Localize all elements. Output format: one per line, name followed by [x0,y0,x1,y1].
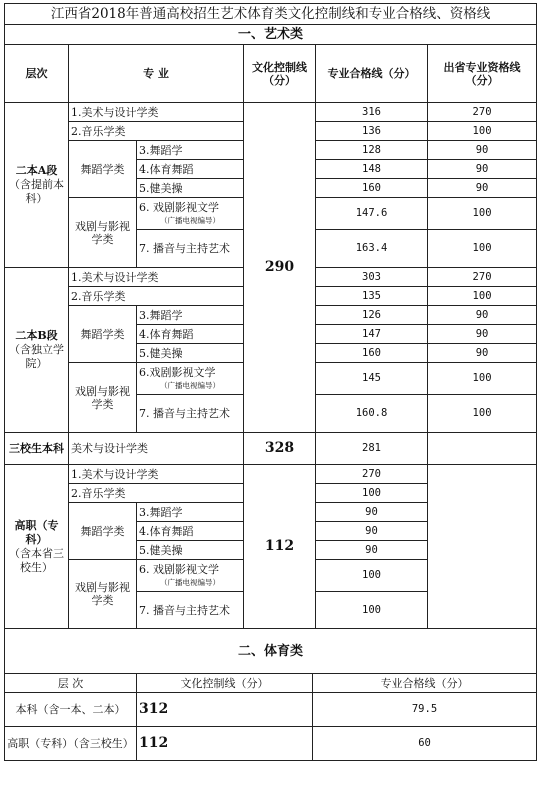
sports-level-undergrad: 本科（含一本、二本） [5,693,137,727]
sports-header-culture: 文化控制线（分） [137,674,313,693]
outside-value: 270 [428,268,537,287]
qualify-value: 148 [316,160,428,179]
sports-section-title: 二、体育类 [5,629,537,674]
level-voc-name: 高职（专科） [14,518,59,546]
level-three-schools: 三校生本科 [5,433,69,465]
score-line-document [4,3,536,803]
qualify-value: 160.8 [316,395,428,433]
level-b-note: （含独立学院） [9,343,64,370]
outside-value: 100 [428,230,537,268]
qualify-value: 145 [316,363,428,395]
group-drama: 戏剧与影视学类 [69,363,137,433]
major-cell: 2.音乐学类 [69,484,244,503]
header-level: 层次 [5,45,69,103]
major-cell: 3.舞蹈学 [137,141,244,160]
qualify-value: 90 [316,522,428,541]
sports-level-vocational: 高职（专科）（含三校生） [5,727,137,761]
group-dance: 舞蹈学类 [69,503,137,560]
group-dance: 舞蹈学类 [69,141,137,198]
level-a-note: （含提前本科） [9,178,64,205]
sports-culture-vocational: 112 [137,727,313,761]
outside-value: 100 [428,122,537,141]
qualify-value: 90 [316,503,428,522]
major-cell: 美术与设计学类 [69,433,244,465]
culture-line-voc: 112 [244,465,316,629]
major-cell: 1.美术与设计学类 [69,465,244,484]
header-qualify-line: 专业合格线（分） [316,45,428,103]
group-dance: 舞蹈学类 [69,306,137,363]
major-cell: 5.健美操 [137,344,244,363]
qualify-value: 270 [316,465,428,484]
header-major: 专 业 [69,45,244,103]
level-a-name: 二本A段 [15,164,58,177]
outside-value: 90 [428,160,537,179]
header-outside-line: 出省专业资格线（分） [428,45,537,103]
major-cell: 3.舞蹈学 [137,306,244,325]
major-cell: 7. 播音与主持艺术 [137,592,244,629]
major-label: 6.戏剧影视文学 [139,365,216,379]
outside-value-empty [428,465,537,629]
major-cell [137,363,244,395]
qualify-value: 281 [316,433,428,465]
qualify-value: 100 [316,560,428,592]
qualify-value: 135 [316,287,428,306]
group-drama: 戏剧与影视学类 [69,560,137,629]
qualify-value: 100 [316,592,428,629]
qualify-value: 147.6 [316,198,428,230]
outside-value: 90 [428,344,537,363]
major-cell [137,560,244,592]
qualify-value: 100 [316,484,428,503]
level-voc-cell [5,465,69,629]
major-cell: 4.体育舞蹈 [137,325,244,344]
level-b-cell [5,268,69,433]
sports-qualify-vocational: 60 [313,727,537,761]
level-b-name: 二本B段 [15,329,58,342]
level-a-cell [5,103,69,268]
outside-value: 100 [428,287,537,306]
qualify-value: 316 [316,103,428,122]
major-cell: 5.健美操 [137,541,244,560]
art-section-title: 一、艺术类 [5,25,537,45]
major-cell: 2.音乐学类 [69,122,244,141]
major-cell: 7. 播音与主持艺术 [137,395,244,433]
document-title: 江西省2018年普通高校招生艺术体育类文化控制线和专业合格线、资格线 [5,4,537,25]
qualify-value: 90 [316,541,428,560]
qualify-value: 126 [316,306,428,325]
major-cell: 1.美术与设计学类 [69,103,244,122]
major-sublabel: （广播电视编导） [160,577,220,587]
outside-value: 100 [428,198,537,230]
qualify-value: 303 [316,268,428,287]
outside-value: 270 [428,103,537,122]
major-cell: 5.健美操 [137,179,244,198]
outside-value: 100 [428,395,537,433]
major-label: 6. 戏剧影视文学 [139,200,219,214]
major-cell: 3.舞蹈学 [137,503,244,522]
sports-culture-undergrad: 312 [137,693,313,727]
qualify-value: 160 [316,179,428,198]
art-table [4,3,537,629]
major-cell: 2.音乐学类 [69,287,244,306]
qualify-value: 136 [316,122,428,141]
qualify-value: 147 [316,325,428,344]
qualify-value: 160 [316,344,428,363]
culture-line-ab: 290 [244,103,316,433]
outside-value [428,433,537,465]
major-cell: 4.体育舞蹈 [137,522,244,541]
sports-table [4,628,537,761]
group-drama: 戏剧与影视学类 [69,198,137,268]
major-cell [137,198,244,230]
outside-value: 100 [428,363,537,395]
major-sublabel: （广播电视编导） [160,215,220,225]
header-culture-line: 文化控制线（分） [244,45,316,103]
major-cell: 7. 播音与主持艺术 [137,230,244,268]
outside-value: 90 [428,325,537,344]
outside-value: 90 [428,179,537,198]
outside-value: 90 [428,306,537,325]
sports-header-level: 层 次 [5,674,137,693]
level-voc-note: （含本省三校生） [9,546,64,574]
major-cell: 1.美术与设计学类 [69,268,244,287]
sports-qualify-undergrad: 79.5 [313,693,537,727]
major-sublabel: （广播电视编导） [160,380,220,390]
qualify-value: 163.4 [316,230,428,268]
outside-value: 90 [428,141,537,160]
culture-line-three: 328 [244,433,316,465]
major-label: 6. 戏剧影视文学 [139,562,219,576]
sports-header-qualify: 专业合格线（分） [313,674,537,693]
qualify-value: 128 [316,141,428,160]
major-cell: 4.体育舞蹈 [137,160,244,179]
